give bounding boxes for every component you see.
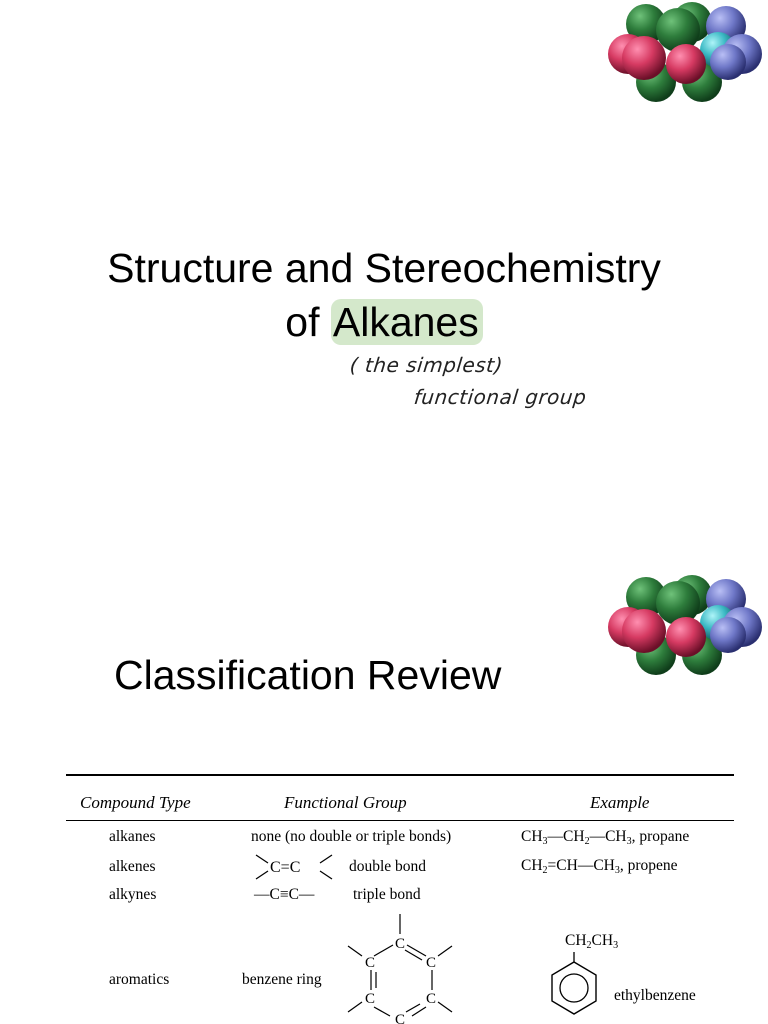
row-alkenes-label: double bond [349,858,427,875]
row-alkanes-group: none (no double or triple bonds) [251,828,452,845]
svg-text:C: C [395,936,406,952]
title-line-1: Structure and Stereochemistry [107,245,661,291]
svg-text:C=C: C=C [270,859,301,876]
svg-text:C: C [395,1012,406,1024]
classification-table [66,774,734,1024]
header-functional-group: Functional Group [284,793,407,812]
svg-text:C: C [426,955,437,971]
row-alkanes-type: alkanes [109,828,156,845]
molecule-model-image [606,2,762,102]
ethylbenzene-structure [544,950,604,1024]
row-alkynes-type: alkynes [109,886,157,903]
table-header-rule [66,820,734,821]
svg-text:C: C [426,991,437,1007]
table-top-rule [66,774,734,776]
benzene-ring-structure [342,912,462,1024]
slide-title [0,241,768,349]
row-alkanes-example: $CH_3—CH_2—CH_3$, propane [521,828,690,847]
handwritten-note-line-1: ( the simplest) [348,353,505,377]
row-alkenes-type: alkenes [109,858,156,875]
svg-text:C: C [365,955,376,971]
row-aromatics-type: aromatics [109,971,170,988]
title-prefix: of [285,299,331,345]
triple-bond-structure: —C≡C— [254,886,315,903]
title-line-2 [0,295,768,349]
row-aromatics-example-name: ethylbenzene [614,987,696,1004]
header-compound-type: Compound Type [80,793,191,812]
highlighted-word: Alkanes [331,299,483,345]
molecule-model-image [606,575,762,675]
slide-2-title: Classification Review [114,652,502,698]
row-alkenes-example: $CH_2=CH—CH_3$, propene [521,857,678,876]
header-example: Example [590,793,650,812]
row-alkynes-label: triple bond [353,886,421,903]
svg-text:C: C [365,991,376,1007]
row-aromatics-label: benzene ring [242,971,322,988]
handwritten-note-line-2: functional group [412,385,588,409]
double-bond-structure [252,852,336,882]
ethyl-substituent: $CH_2CH_3$ [565,932,619,951]
